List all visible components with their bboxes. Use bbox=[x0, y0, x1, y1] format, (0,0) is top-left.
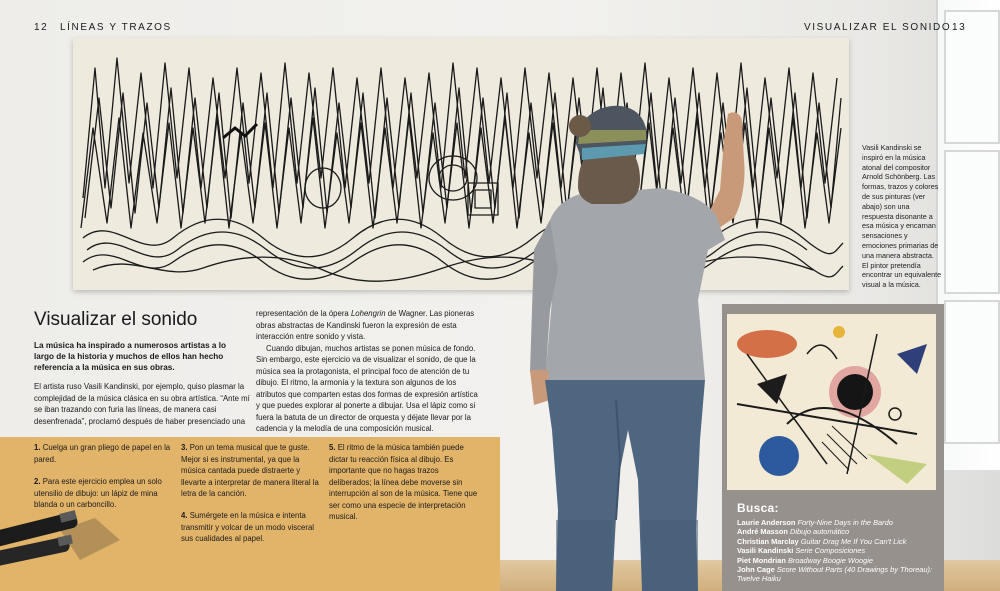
busca-item: André Masson Dibujo automático bbox=[737, 527, 850, 537]
kandinsky-painting bbox=[727, 314, 936, 490]
busca-title: Busca: bbox=[737, 501, 779, 515]
article-paragraph-3: Cuando dibujan, muchos artistas se ponen música de fondo. Sin embargo, este ejercicio va de visualizar el sonido, de que la música sea la protagonista, el principal foco de atención de tu dibujo. El ritmo, la armonía y la textura son algunos de los atributos que comparten estas dos formas de expresión artística y que puedes explorar al ponerte a dibujar. Usa el lápiz como si fuera la batuta de un director de orquesta y déjate llevar por la cadencia y la melodía de una composición musical. bbox=[256, 343, 478, 433]
busca-item: Laurie Anderson Forty-Nine Days in the Bardo bbox=[737, 518, 893, 527]
right-page-number: 13 bbox=[952, 22, 967, 33]
window bbox=[936, 0, 1000, 470]
busca-item: Christian Marclay Guitar Drag Me If You Can't Lick bbox=[737, 536, 907, 546]
busca-list bbox=[737, 518, 937, 584]
busca-item: Piet Mondrian Broadway Boogie Woogie bbox=[737, 555, 873, 565]
step-3: 3. Pon un tema musical que te guste. Mejor si es instrumental, ya que la música cantada puede distraerte y llevarte a interpretar de manera literal la letra de la canción. bbox=[181, 443, 319, 498]
busca-item: John Cage Score Without Parts (40 Drawings by Thoreau): Twelve Haiku bbox=[737, 565, 933, 584]
step-4: 4. Sumérgete en la música e intenta transmitir y volcar de un modo visceral sus cualidades al papel. bbox=[181, 511, 315, 543]
marker-pens-icon bbox=[0, 500, 125, 591]
busca-item: Vasili Kandinski Serie Composiciones bbox=[737, 546, 866, 556]
article-column-2 bbox=[256, 308, 478, 435]
article-title: Visualizar el sonido bbox=[34, 309, 198, 330]
painting-caption: Vasili Kandinski se inspiró en la música atonal del compositor Arnold Schönberg. Las formas, trazos y colores de sus pinturas (ver abajo) son una respuesta disonante a esa música y encarnan sensaciones y emociones primarias de una manera abstracta. El pintor pretendía encontrar un equivalente visual a la música. bbox=[862, 143, 942, 290]
article-paragraph-1: El artista ruso Vasili Kandinski, por ejemplo, quiso plasmar la complejidad de la música clásica en su obra artística. “Ante mí se iban trazando con furia las líneas, de manera casi desenfrenada”, proclamó después de haber presenciado una bbox=[34, 382, 250, 426]
article-paragraph-2: representación de la ópera Lohengrin de Wagner. Las pioneras obras abstractas de Kandinski fueron la expresión de esta interacción entre sonido y vista. bbox=[256, 309, 475, 341]
left-page-number: 12 bbox=[34, 22, 49, 33]
right-running-header: VISUALIZAR EL SONIDO bbox=[804, 22, 952, 33]
left-running-header: LÍNEAS Y TRAZOS bbox=[60, 22, 172, 33]
step-2: 2. Para este ejercicio emplea un solo utensilio de dibujo: un lápiz de mina blanda o un carboncillo. bbox=[34, 477, 162, 509]
article-lead: La música ha inspirado a numerosos artistas a lo largo de la historia y muchos de ellos han hecho referencia a la música en sus obras. bbox=[34, 341, 227, 372]
step-1: 1. Cuelga un gran pliego de papel en la pared. bbox=[34, 443, 171, 464]
step-5: 5. El ritmo de la música también puede dictar tu reacción física al dibujo. Es importante que no hagas trazos deliberados; la línea debe moverse sin interrupción al son de la música. Tiene que ser como una especie de interpretación musical. bbox=[329, 443, 478, 521]
